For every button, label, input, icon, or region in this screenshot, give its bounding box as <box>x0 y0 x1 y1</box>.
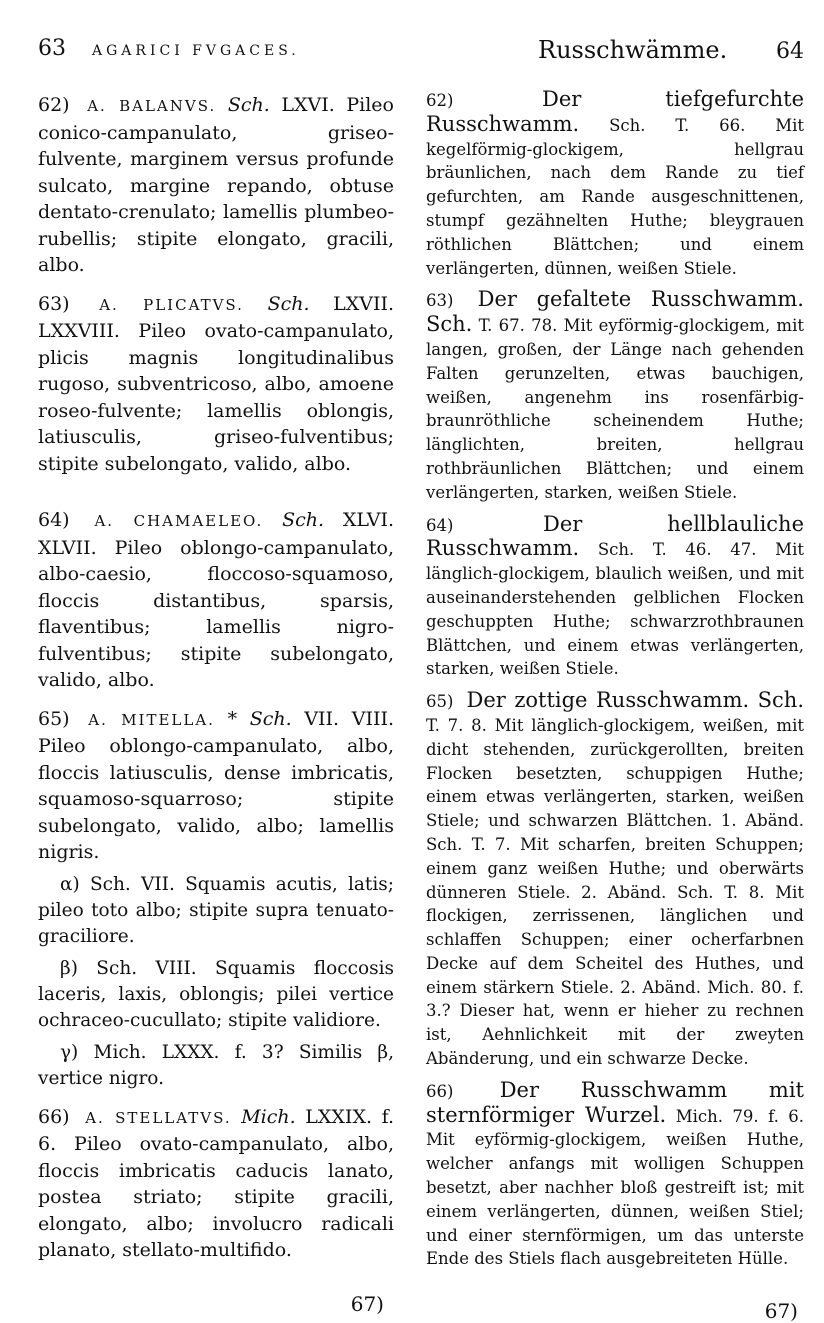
running-head: AGARICI FVGACES. <box>92 43 300 59</box>
running-head: Russchwämme. <box>538 36 728 64</box>
right-page <box>412 0 824 1323</box>
latin-entry: 65) A. MITELLA. * Sch. VII. VIII. Pileo oblongo-campanulato, albo, floccis latiusculis, dense imbricatis, squamoso-squarroso; stipite subelongato, valido, albo; lamellis nigris. <box>38 707 395 863</box>
catchword: 67) <box>764 1299 798 1323</box>
catchword: 67) <box>350 1291 384 1316</box>
left-page-header <box>38 36 394 80</box>
latin-entry: 62) A. BALANVS. Sch. LXVI. Pileo conico-campanulato, griseo-fulvente, marginem versus profunde sulcato, margine repando, obtuse dentato-crenulato; lamellis plumbeo-rubellis; stipite elongato, gracili, albo. <box>38 94 394 276</box>
right-page-header <box>426 36 804 80</box>
german-entry: 64) Der hellblauliche Russchwamm. Sch. T. 46. 47. Mit länglich-glockigem, blaulich weißen, und mit auseinanderstehenden gelblichen Flocken geschuppten Huthe; schwarzrothbraunen Blättchen, und einem etwas verlängerten, starken, weißen Stiele. <box>426 511 804 679</box>
latin-entry: 66) A. STELLATVS. Mich. LXXIX. f. 6. Pileo ovato-campanulato, albo, floccis imbricatis caducis lanato, postea striato; stipite gracili, elongato, albo; involucro radicali planato, stellato-multifido. <box>38 1105 394 1261</box>
page-number: 64 <box>776 39 804 64</box>
latin-entry: 64) A. CHAMAELEO. Sch. XLVI. XLVII. Pileo oblongo-campanulato, albo-caesio, floccoso-squamoso, floccis distantibus, sparsis, flaventibus; lamellis nigro-fulventibus; stipite subelongato, valido, albo. <box>38 509 395 691</box>
german-entry: 65) Der zottige Russchwamm. Sch. T. 7. 8. Mit länglich-glockigem, weißen, mit dicht stehenden, zurückgerollten, breiten Flocken besetzten, schuppigen Huthe; einem etwas verlängerten, starken, weißen Stiele; und schwarzen Blättchen. 1. Abänd. Sch. T. 7. Mit scharfen, breiten Schuppen; einem ganz weißen Huthe; und oberwärts dünneren Stiele. 2. Abänd. Sch. T. 8. Mit flockigen, zerrissenen, länglichen und schlaffen Schuppen; einer ocherfarbnen Decke auf dem Scheitel des Huthes, und einem stärkern Stiele. 2. Abänd. Mich. 80. f. 3.? Dieser hat, wenn er hieher zu rechnen ist, Aehnlichkeit mit der zweyten Abänderung, und ein schwarze Decke. <box>426 688 804 1069</box>
left-page <box>0 0 412 1316</box>
german-entry: 62) Der tiefgefurchte Russchwamm. Sch. T. 66. Mit kegelförmig-glockigem, hellgrau bräunlichen, nach dem Rande zu tief gefurchten, am Rande ausgeschnittenen, stumpf gezähnelten Huthe; bleygrauen röthlichen Blättchen; und einem verlängerten, dünnen, weißen Stiele. <box>426 87 804 278</box>
latin-entry: 63) A. PLICATVS. Sch. LXVII. LXXVIII. Pileo ovato-campanulato, plicis magnis longitudinalibus rugoso, subventricoso, albo, amoene roseo-fulvente; lamellis oblongis, latiusculis, griseo-fulventibus; stipite subelongato, valido, albo. <box>38 292 395 475</box>
variety-entry: α) Sch. VII. Squamis acutis, latis; pileo toto albo; stipite supra tenuato-graciliore. <box>38 873 394 947</box>
variety-entry: γ) Mich. LXXX. f. 3? Similis β, vertice nigro. <box>38 1041 394 1089</box>
german-entry: 66) Der Russchwamm mit sternförmiger Wurzel. Mich. 79. f. 6. Mit eyförmig-glockigem, weißen Huthe, welcher anfangs mit wolligen Schuppen besetzt, aber nachher bloß gestreift ist; mit einem verlängerten, dünnen, weißen Stiel; und einer sternförmigen, um das unterste Ende des Stiels flach ausgebreiteten Hülle. <box>426 1077 804 1269</box>
page-number: 63 <box>38 36 66 61</box>
german-entry: 63) Der gefaltete Russchwamm. Sch. T. 67. 78. Mit eyförmig-glockigem, mit langen, großen, der Länge nach gehenden Falten gerunzelten, etwas bauchigen, weißen, angenehm ins rosenfärbig-braunröthliche scheinendem Huthe; länglichten, breiten, hellgrau rothbräunlichen Blättchen; und einem verlängerten, starken, weißen Stiele. <box>426 287 804 502</box>
variety-entry: β) Sch. VIII. Squamis floccosis laceris, laxis, oblongis; pilei vertice ochraceo-cucullato; stipite validiore. <box>38 957 394 1031</box>
